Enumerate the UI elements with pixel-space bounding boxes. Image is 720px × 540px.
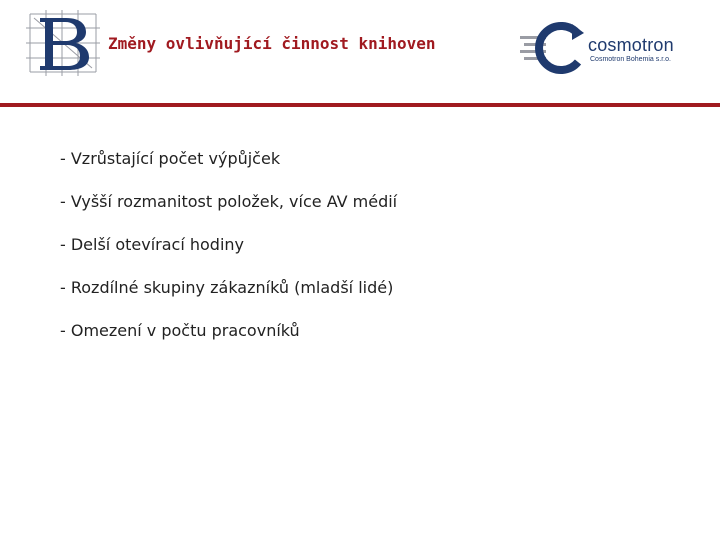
brand-subtitle: Cosmotron Bohemia s.r.o. [590,56,671,63]
page-title: Změny ovlivňující činnost knihoven [108,34,436,53]
list-item: - Rozdílné skupiny zákazníků (mladší lidé) [60,278,394,297]
list-item: - Vyšší rozmanitost položek, více AV médií [60,192,398,211]
list-item: - Delší otevírací hodiny [60,235,245,254]
list-item: - Vzrůstající počet výpůjček [60,149,281,168]
slide-header [0,0,720,108]
list-item: - Omezení v počtu pracovníků [60,321,300,340]
brand-name: cosmotron [588,35,674,55]
b-grid-logo-icon [26,10,100,76]
header-divider [0,103,720,107]
bullet-list [60,147,397,362]
